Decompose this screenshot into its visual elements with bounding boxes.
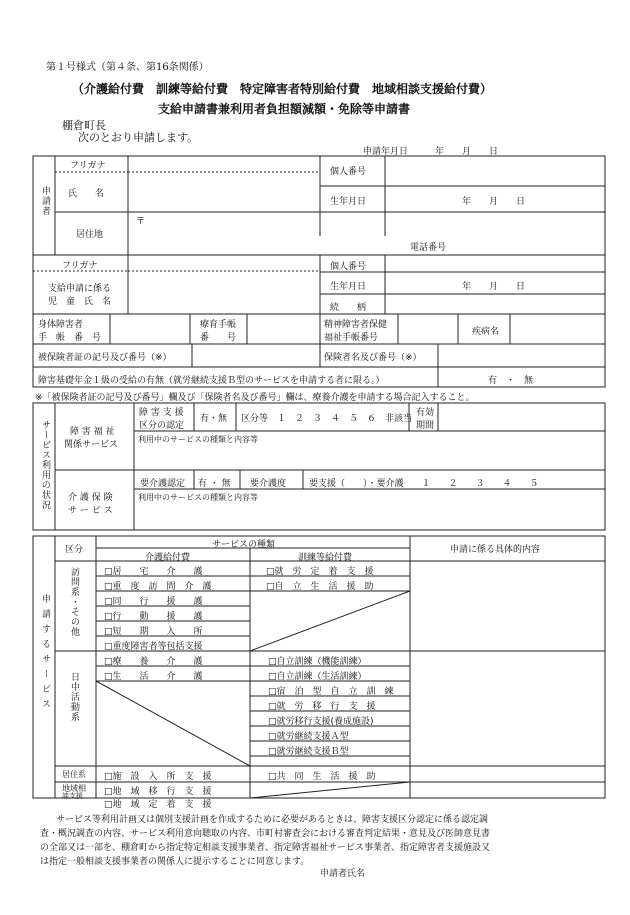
child-birth-label: 生年月日 [330,282,367,292]
child-birth-ymd: 年 月 日 [462,282,526,292]
service-checkbox[interactable]: □行 動 援 護 [104,612,203,622]
service-checkbox[interactable]: □就 労 定 着 支 援 [266,567,374,577]
kaigo-label-2: サ ー ビ ス [68,506,113,516]
service-checkbox[interactable]: □地 域 移 行 支 援 [104,787,212,797]
service-checkbox[interactable]: □就労移行支援(養成施設) [268,717,374,727]
service-checkbox[interactable]: □就 労 移 行 支 援 [268,702,376,712]
child-name-label-1: 支給申請に係る [48,284,112,294]
service-checkbox[interactable]: □居 宅 介 護 [104,567,203,577]
applicant-section-label: 申請者 [40,186,50,216]
applicant-address-label: 居住地 [76,230,104,240]
service-checkbox[interactable]: □自立訓練（生活訓練） [268,672,367,682]
form-title-line1: （介護給付費 訓練等給付費 特定障害者特別給付費 地域相談支援給付費） [72,82,493,96]
care-levels[interactable]: 要支援（ ）・要介護 １ ２ ３ ４ ５ [309,479,539,489]
service-checkbox[interactable]: □地 域 定 着 支 援 [104,800,212,810]
child-furigana-field[interactable] [130,257,318,269]
ryoiku-cert-label-1: 療育手帳 [200,320,237,330]
category-label-1: 障 害 支 援 [139,408,184,418]
consent-text-3: の全部又は一部を、棚倉町から指定特定相談支援事業者、指定障害福祉サービス事業者、指定障害者支援施設又 [40,843,491,853]
group-local-label-1: 地域相 [62,784,86,793]
service-checkbox[interactable]: □療 養 介 護 [104,657,203,667]
disease-label: 疾病名 [472,327,500,337]
applicant-furigana-field[interactable] [130,158,318,170]
care-degree-label: 要介護度 [250,479,287,489]
services-section-label: 申請するサービス [40,594,50,714]
mental-cert-label-1: 精神障害者保健 [324,320,388,330]
pension-label: 障害基礎年金１級の受給の有無（就労継続支援Ｂ型のサービスを申請する者に限る。） [38,376,385,386]
welfare-label-2: 関係サービス [64,440,119,450]
service-checkbox[interactable]: □生 活 介 護 [104,672,203,682]
care-cert-yes-no[interactable]: 有 ・ 無 [198,479,231,489]
detail-header: 申請に係る具体的内容 [450,545,541,555]
mental-cert-label-2: 福祉手帳番号 [324,333,379,343]
applicant-name-label: 氏 名 [68,189,105,199]
signer-label: 申請者氏名 [320,869,366,879]
group-home-label: 居住系 [62,770,86,779]
signer-field[interactable] [372,864,592,878]
applicant-birth-label: 生年月日 [330,197,367,207]
form-title-line2: 支給申請書兼利用者負担額減額・免除等申請書 [158,102,411,116]
service-checkbox[interactable]: □就労継続支援Ｂ型 [268,747,349,757]
usage-section-label: サービス利用の状況 [40,420,50,510]
group-visit-label: 訪問系・その他 [69,567,79,637]
service-checkbox[interactable]: □施 設 入 所 支 援 [104,772,212,782]
insurer-label: 保険者名及び番号（※） [324,353,422,363]
valid-period-label-1: 有効 [416,408,435,418]
welfare-detail-label: 利用中のサービスの種類と内容等 [138,435,258,444]
intro-text: 次のとおり申請します。 [78,131,199,144]
applicant-indiv-no-field[interactable] [387,158,602,184]
kaigo-detail-label: 利用中のサービスの種類と内容等 [138,493,258,502]
ryoiku-cert-label-2: 番 号 [200,333,237,343]
kaigo-label-1: 介 護 保 険 [68,493,113,503]
child-relation-label: 続 柄 [330,303,367,313]
service-checkbox[interactable]: □重度障害者等包括支援 [104,642,203,652]
kinds-header: サービスの種類 [212,540,276,550]
applicant-furigana-label: フリガナ [70,161,106,171]
service-checkbox[interactable]: □自立訓練（機能訓練） [268,657,367,667]
category-label-2: 区分の認定 [139,421,185,431]
service-checkbox[interactable]: □同 行 援 護 [104,597,203,607]
addressee: 棚倉町長 [62,119,106,132]
child-name-label-2: 児 童 氏 名 [48,297,112,307]
service-checkbox[interactable]: □就労継続支援Ａ型 [268,732,349,742]
applicant-address-field[interactable] [130,214,600,252]
consent-text-2: 査・概況調査の内容、サービス利用意向聴取の内容、市町村審査会における審査判定結果・意見及び医師意見書 [40,829,491,839]
applicant-indiv-no-label: 個人番号 [330,167,367,177]
pension-options[interactable]: 有 ・ 無 [488,376,534,386]
group-local-label-2: 談支援 [62,792,83,800]
service-checkbox[interactable]: □宿 泊 型 自 立 訓 練 [268,687,394,697]
category-yes-no[interactable]: 有・無 [200,414,228,424]
applicant-birth-ymd: 年 月 日 [462,197,526,207]
service-checkbox[interactable]: □自 立 生 活 援 助 [266,582,374,592]
consent-text-1: サービス等利用計画又は個別支援計画を作成するために必要があるときは、障害支援区分認定に係る認定調 [56,815,489,825]
insurance-note: ※「被保険者証の記号及び番号」欄及び「保険者名及び番号」欄は、療養介護を申請する場合記入すること。 [35,393,475,403]
child-indiv-no-label: 個人番号 [330,262,367,272]
welfare-label-1: 障 害 福 祉 [70,427,115,437]
apply-date: 申請年月日 年 月 日 [363,147,499,157]
insured-no-label: 被保険者証の記号及び番号（※） [38,353,172,363]
valid-period-label-2: 期間 [416,421,435,431]
category-levels[interactable]: 区分等 １ ２ ３ ４ ５ ６ 非該当 [241,414,413,424]
kubun-header: 区分 [65,545,84,555]
postal-mark: 〒 [136,217,146,227]
form-number: 第１号様式（第４条、第16条関係） [46,62,209,73]
group-day-label: 日中活動系 [69,672,79,722]
phone-label: 電話番号 [410,243,447,253]
service-checkbox[interactable]: □重 度 訪 問 介 護 [104,582,212,592]
physical-cert-label-1: 身体障害者 [38,320,84,330]
consent-text-4: は指定一般相談支援事業者の関係人に提示することに同意します。 [40,857,310,867]
kunren-kyufu-header: 訓練等給付費 [298,553,353,563]
physical-cert-label-2: 手 帳 番 号 [38,333,102,343]
care-cert-label: 要介護認定 [140,479,186,489]
child-name-field[interactable] [130,274,318,312]
applicant-name-field[interactable] [130,175,318,209]
kaigo-kyufu-header: 介護給付費 [145,553,191,563]
service-checkbox[interactable]: □短 期 入 所 [104,627,203,637]
service-checkbox[interactable]: □共 同 生 活 援 助 [268,772,376,782]
child-furigana-label: フリガナ [62,261,98,271]
